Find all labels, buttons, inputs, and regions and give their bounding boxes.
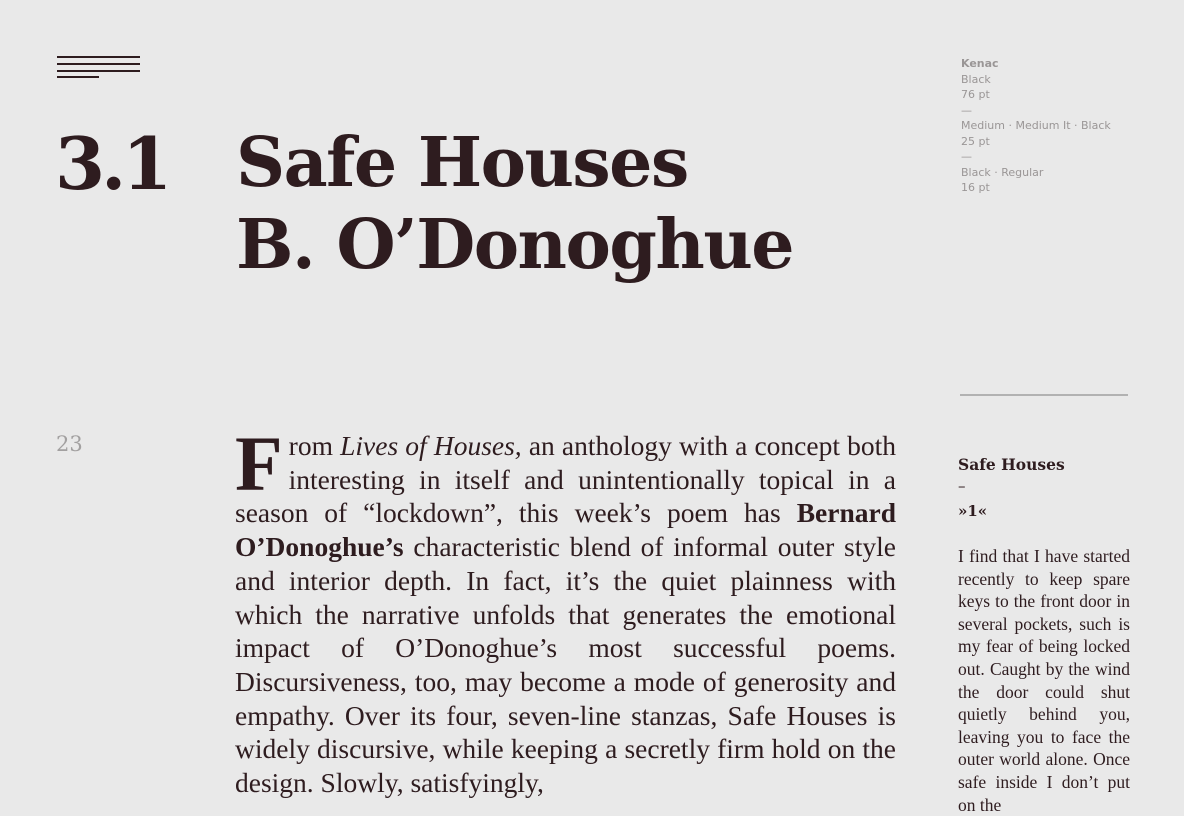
drop-cap: F: [235, 420, 283, 507]
spec-line: Medium · Medium It · Black: [961, 119, 1111, 132]
page-title: [236, 122, 793, 286]
spec-line: Black · Regular: [961, 165, 1044, 179]
spec-line: 16 pt: [961, 181, 990, 194]
section-number: 3.1: [55, 121, 169, 206]
spec-line: 25 pt: [961, 134, 990, 148]
spec-line: Black: [961, 72, 991, 86]
spec-line: 76 pt: [961, 88, 990, 101]
aside-dash: –: [958, 477, 966, 495]
aside-title: Safe Houses: [958, 455, 1065, 474]
article-body: [235, 420, 896, 800]
aside-marker: »1«: [958, 502, 988, 520]
article-italic: Lives of Houses,: [340, 430, 522, 461]
article-text-1: an anthology with a concept both interesting in itself and unintentionally topical in a season of “lockdown”, this week’s poem has: [235, 430, 896, 529]
article-lead: rom: [288, 430, 341, 461]
title-line-1: Safe Houses: [236, 123, 688, 203]
page-number: 23: [56, 432, 83, 456]
title-line-2: B. O’Donoghue: [236, 205, 794, 285]
article-text-2: characteristic blend of informal outer style and interior depth. In fact, it’s the quiet plainness with which the narrative unfolds that generates the emotional impact of O’Donoghue’s most successful poems. Discursiveness, too, may become a mode of generosity and empathy. Over its four, seven-line stanzas, Safe Houses is widely discursive, while keeping a secretly firm hold on the design. Slowly, satisfyingly,: [235, 531, 896, 799]
divider: [960, 394, 1128, 396]
spec-line: —: [961, 150, 972, 163]
typeface-spec: [961, 56, 1111, 196]
menu-icon[interactable]: [57, 56, 141, 82]
article-bold: Bernard O’Donoghue’s: [235, 497, 896, 563]
spec-font-name: Kenac: [961, 57, 999, 70]
aside-text: I find that I have started recently to keep spare keys to the front door in several pockets, such is my fear of being locked out. Caught by the wind the door could shut quietly behind you, leaving you to face the outer world alone. Once safe inside I don’t put on the: [958, 546, 1130, 815]
spec-line: —: [961, 103, 972, 117]
